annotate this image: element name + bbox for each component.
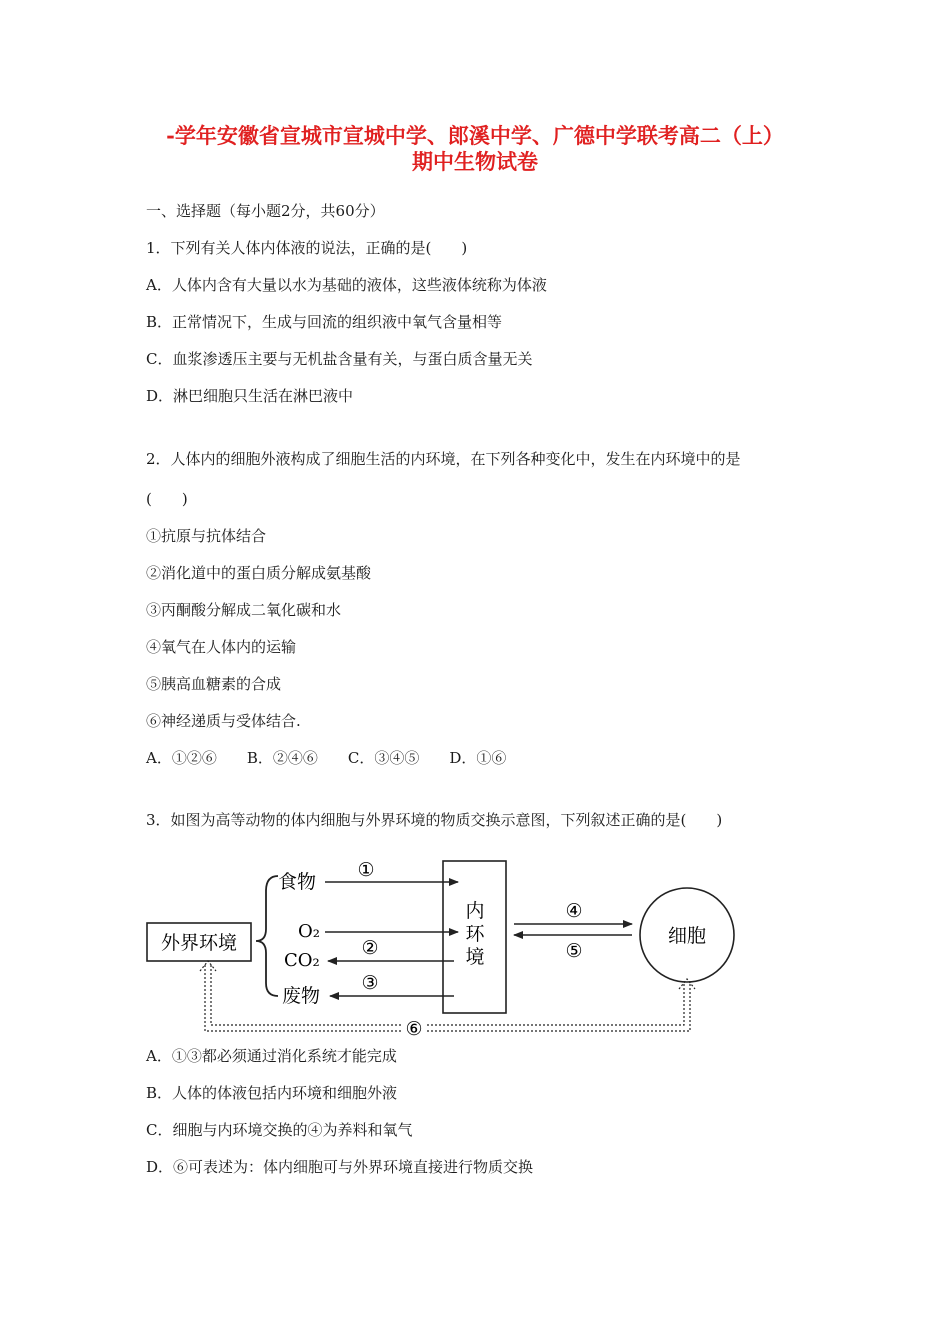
path-6-head-right [679, 979, 695, 989]
q1-stem: 1．下列有关人体内体液的说法，正确的是( ) [146, 239, 468, 257]
section-heading: 一、选择题（每小题2分，共60分） [146, 202, 385, 220]
arrow-3-label: ③ [361, 972, 379, 994]
q3-option-b: B．人体的体液包括内环境和细胞外液 [146, 1084, 398, 1102]
page-title-line-2: 期中生物试卷 [412, 149, 538, 174]
q3-stem: 3．如图为高等动物的体内细胞与外界环境的物质交换示意图，下列叙述正确的是( ) [146, 811, 723, 829]
q2-item-2: ②消化道中的蛋白质分解成氨基酸 [146, 564, 372, 582]
inner-env-label-1: 内 [465, 900, 485, 922]
q2-item-5: ⑤胰高血糖素的合成 [146, 675, 282, 693]
page-title-line-1: -学年安徽省宣城市宣城中学、郎溪中学、广德中学联考高二（上） [166, 123, 784, 148]
o2-label: O₂ [298, 921, 320, 942]
co2-label: CO₂ [284, 950, 320, 971]
q2-paren: ( ) [146, 490, 188, 508]
q1-option-a: A．人体内含有大量以水为基础的液体，这些液体统称为体液 [146, 276, 547, 294]
q1-option-b: B．正常情况下，生成与回流的组织液中氧气含量相等 [146, 313, 503, 331]
q3-option-a: A．①③都必须通过消化系统才能完成 [146, 1047, 397, 1065]
arrow-4-label: ④ [565, 900, 583, 922]
inner-env-label-2: 环 [465, 923, 485, 945]
q3-option-d: D．⑥可表述为：体内细胞可与外界环境直接进行物质交换 [146, 1158, 534, 1176]
q2-item-6: ⑥神经递质与受体结合. [146, 712, 301, 730]
path-6-label: ⑥ [405, 1018, 423, 1040]
food-label: 食物 [278, 871, 317, 893]
arrow-1-label: ① [357, 859, 375, 881]
waste-label: 废物 [282, 985, 321, 1007]
q2-item-1: ①抗原与抗体结合 [146, 527, 267, 545]
brace [256, 876, 278, 996]
q2-item-3: ③丙酮酸分解成二氧化碳和水 [146, 601, 342, 619]
q1-option-c: C．血浆渗透压主要与无机盐含量有关，与蛋白质含量无关 [146, 350, 533, 368]
inner-env-label-3: 境 [465, 946, 485, 968]
q2-stem: 2．人体内的细胞外液构成了细胞生活的内环境，在下列各种变化中，发生在内环境中的是 [146, 450, 741, 468]
arrow-2-label: ② [361, 937, 379, 959]
cell-label: 细胞 [667, 925, 707, 947]
arrow-5-label: ⑤ [565, 940, 583, 962]
path-6-head-left [200, 961, 216, 971]
path-6-outer [205, 965, 690, 1031]
exchange-diagram [0, 845, 950, 1045]
q2-options: A．①②⑥ B．②④⑥ C．③④⑤ D．①⑥ [146, 749, 507, 767]
q2-item-4: ④氧气在人体内的运输 [146, 638, 297, 656]
outer-env-label: 外界环境 [160, 932, 238, 954]
q1-option-d: D．淋巴细胞只生活在淋巴液中 [146, 387, 354, 405]
q3-option-c: C．细胞与内环境交换的④为养料和氧气 [146, 1121, 413, 1139]
